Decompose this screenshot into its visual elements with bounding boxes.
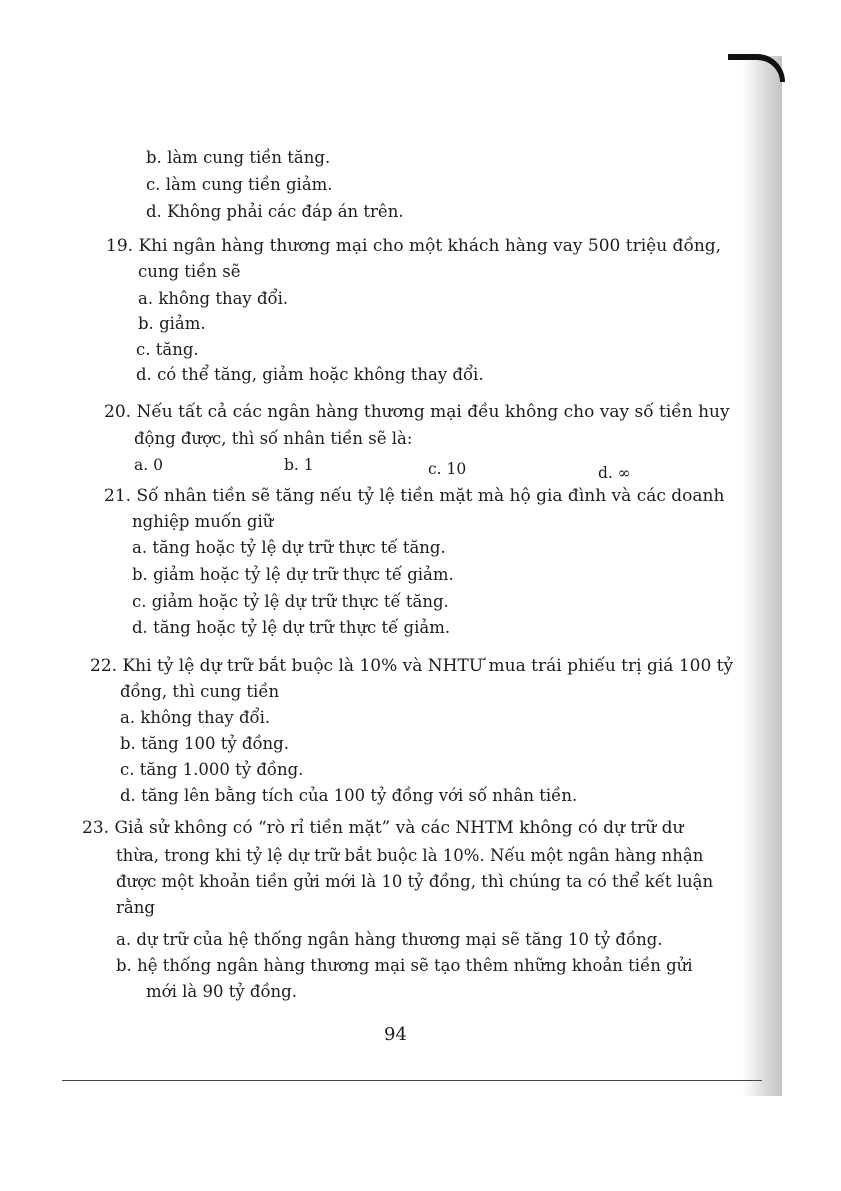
- q18-option-b: b. làm cung tiền tăng.: [146, 148, 331, 167]
- q20-stem-line-1: 20. Nếu tất cả các ngân hàng thương mại đều không cho vay số tiền huy: [104, 402, 730, 422]
- q22-stem-line-1: 22. Khi tỷ lệ dự trữ bắt buộc là 10% và NHTƯ mua trái phiếu trị giá 100 tỷ: [90, 656, 734, 676]
- q20-option-c: c. 10: [428, 460, 467, 478]
- q22-option-d: d. tăng lên bằng tích của 100 tỷ đồng với số nhân tiền.: [120, 786, 578, 805]
- q20-option-b: b. 1: [284, 456, 314, 474]
- q22-stem-line-2: đồng, thì cung tiền: [120, 682, 280, 701]
- q18-option-d: d. Không phải các đáp án trên.: [146, 202, 404, 221]
- q21-option-c: c. giảm hoặc tỷ lệ dự trữ thực tế tăng.: [132, 592, 449, 611]
- q20-stem-line-2: động được, thì số nhân tiền sẽ là:: [134, 429, 413, 448]
- q21-option-d: d. tăng hoặc tỷ lệ dự trữ thực tế giảm.: [132, 618, 451, 637]
- q19-option-d: d. có thể tăng, giảm hoặc không thay đổi.: [136, 365, 484, 384]
- q23-stem-line-3: được một khoản tiền gửi mới là 10 tỷ đồng, thì chúng ta có thể kết luận: [116, 872, 714, 891]
- q22-option-b: b. tăng 100 tỷ đồng.: [120, 734, 289, 753]
- q21-stem-line-1: 21. Số nhân tiền sẽ tăng nếu tỷ lệ tiền mặt mà hộ gia đình và các doanh: [104, 486, 725, 506]
- q20-option-a: a. 0: [134, 456, 163, 474]
- q19-stem-line-1: 19. Khi ngân hàng thương mại cho một khách hàng vay 500 triệu đồng,: [106, 236, 722, 256]
- q22-option-c: c. tăng 1.000 tỷ đồng.: [120, 760, 304, 779]
- q21-stem-line-2: nghiệp muốn giữ: [132, 512, 274, 531]
- page-number: 94: [384, 1024, 407, 1045]
- bottom-rule: [62, 1080, 762, 1081]
- q19-stem-line-2: cung tiền sẽ: [138, 262, 241, 281]
- q19-option-c: c. tăng.: [136, 340, 199, 359]
- q21-option-a: a. tăng hoặc tỷ lệ dự trữ thực tế tăng.: [132, 538, 446, 557]
- q23-stem-line-4: rằng: [116, 898, 155, 917]
- q20-option-d: d. ∞: [598, 464, 631, 482]
- q23-stem-line-2: thừa, trong khi tỷ lệ dự trữ bắt buộc là 10%. Nếu một ngân hàng nhận: [116, 846, 704, 865]
- q23-option-b: b. hệ thống ngân hàng thương mại sẽ tạo thêm những khoản tiền gửi: [116, 956, 693, 975]
- book-spine-shadow: [742, 56, 782, 1096]
- q21-option-b: b. giảm hoặc tỷ lệ dự trữ thực tế giảm.: [132, 565, 454, 584]
- q22-option-a: a. không thay đổi.: [120, 708, 271, 727]
- q23-option-b-continuation: mới là 90 tỷ đồng.: [146, 982, 297, 1001]
- q23-stem-line-1: 23. Giả sử không có “rò rỉ tiền mặt” và các NHTM không có dự trữ dư: [82, 818, 684, 838]
- q19-option-b: b. giảm.: [138, 314, 206, 333]
- q19-option-a: a. không thay đổi.: [138, 289, 289, 308]
- q23-option-a: a. dự trữ của hệ thống ngân hàng thương mại sẽ tăng 10 tỷ đồng.: [116, 930, 663, 949]
- q18-option-c: c. làm cung tiền giảm.: [146, 175, 333, 194]
